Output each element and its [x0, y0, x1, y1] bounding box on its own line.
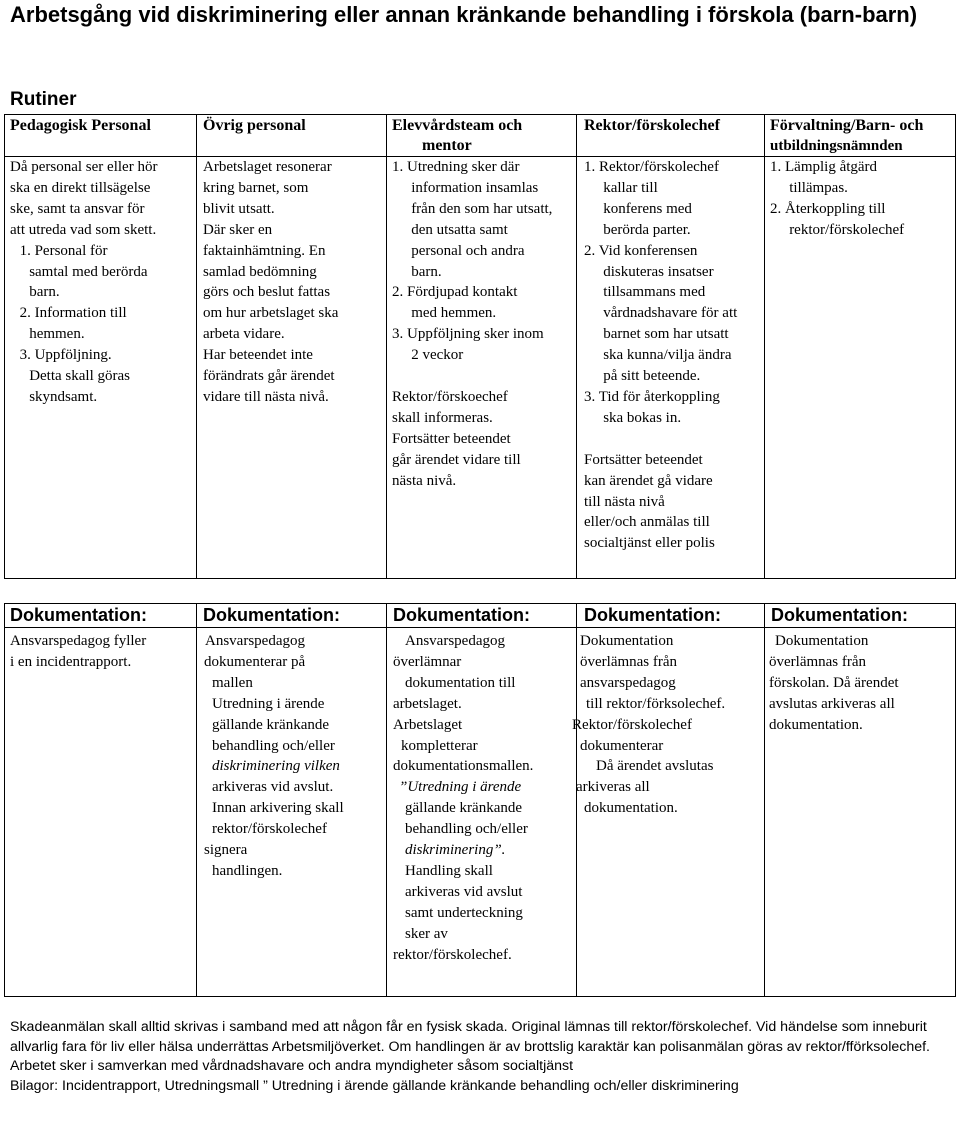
- cell-line: samtal med berörda: [29, 263, 148, 280]
- cell-line: Har beteendet inte: [203, 347, 313, 364]
- footer-paragraph: Skadeanmälan skall alltid skrivas i samband med att någon får en fysisk skada. Original lämnas till rektor/förskolechef. Vid händelse som inneburit allvarlig fara för liv eller hälsa underrättas Arbetsmiljöverket. Om handlingen är av brottslig karaktär kan polisanmälan göras av rektor/fförksolechef. Arbetet sker i samverkan med vårdnadshavare och andra myndigheter såsom socialtjänst: [10, 1019, 930, 1075]
- cell-line: dokumentation till: [405, 674, 516, 691]
- doc-cell-ovrig: [204, 631, 384, 882]
- footer-bilagor: Bilagor: Incidentrapport, Utredningsmall ” Utredning i ärende gällande kränkande behandling och/eller diskriminering: [10, 1077, 739, 1094]
- cell-line: Arbetslaget resonerar: [203, 159, 332, 175]
- cell-line: [392, 366, 574, 387]
- cell-line: på sitt beteende.: [603, 368, 701, 385]
- cell-line: avslutas arkiveras all: [769, 695, 895, 712]
- cell-line: vidare till nästa nivå.: [203, 388, 329, 405]
- cell-line: kring barnet, som: [203, 179, 309, 196]
- cell-line: att utreda vad som skett.: [10, 221, 157, 238]
- cell-line: görs och beslut fattas: [203, 284, 331, 301]
- doc-header-rektor: Dokumentation:: [584, 605, 721, 625]
- cell-line: arkiveras vid avslut.: [212, 779, 334, 796]
- doc-col-border-2: [386, 603, 387, 997]
- cell-line: 1. Rektor/förskolechef: [584, 159, 719, 175]
- cell-line: till nästa nivå: [584, 493, 665, 510]
- page-title: Arbetsgång vid diskriminering eller annan kränkande behandling i förskola (barn-barn): [10, 2, 918, 27]
- cell-line: Då ärendet avslutas: [596, 758, 714, 775]
- cell-line: Då personal ser eller hör: [10, 159, 158, 175]
- cell-line: nästa nivå.: [392, 472, 457, 489]
- doc-header-forvaltning: Dokumentation:: [771, 605, 908, 625]
- cell-line: Fortsätter beteendet: [584, 451, 703, 468]
- cell-line: signera: [204, 842, 248, 859]
- cell-line: Rektor/förskolechef: [572, 716, 692, 733]
- cell-line: Dokumentation: [580, 633, 674, 649]
- cell-line: förskolan. Då ärendet: [769, 674, 899, 691]
- cell-line: 1. Lämplig åtgärd: [770, 159, 878, 175]
- cell-line: ska en direkt tillsägelse: [10, 179, 151, 196]
- cell-line: tillämpas.: [789, 179, 848, 196]
- doc-cell-elevvard: [393, 631, 575, 966]
- cell-line: dokumenterar: [580, 737, 664, 754]
- cell-line: ansvarspedagog: [580, 674, 676, 691]
- rutiner-bottom-border: [4, 578, 956, 579]
- cell-line: Rektor/förskoechef: [392, 388, 508, 405]
- doc-col-border-3: [576, 603, 577, 997]
- cell-line: rektor/förskolechef.: [393, 946, 512, 963]
- cell-line: Ansvarspedagog fyller: [10, 633, 147, 649]
- col-header-forvaltning: Förvaltning/Barn- och utbildningsnämnden: [770, 117, 924, 154]
- cell-line: dokumentation.: [584, 800, 678, 817]
- table-top-border: [4, 114, 956, 115]
- cell-line: dokumentationsmallen.: [393, 758, 534, 775]
- cell-line: 3. Uppföljning.: [19, 347, 112, 364]
- cell-line: samt underteckning: [405, 904, 523, 921]
- doc-col-border-0: [4, 603, 5, 997]
- cell-line: 1. Personal för: [19, 242, 108, 259]
- col-border-0: [4, 114, 5, 579]
- doc-header-ovrig: Dokumentation:: [203, 605, 340, 625]
- cell-line: diskuteras insatser: [603, 263, 714, 280]
- cell-line: om hur arbetslaget ska: [203, 305, 339, 322]
- cell-line: kallar till: [603, 179, 658, 196]
- cell-line: dokumentation.: [769, 716, 863, 733]
- cell-line: 3. Tid för återkoppling: [584, 388, 720, 405]
- cell-line: socialtjänst eller polis: [584, 535, 715, 552]
- cell-line: Detta skall göras: [29, 368, 130, 385]
- cell-line: förändrats går ärendet: [203, 368, 335, 385]
- footer-notes: [10, 1018, 950, 1096]
- cell-line: barn.: [29, 284, 60, 301]
- cell-line: dokumenterar på: [204, 653, 306, 670]
- cell-line: diskriminering”.: [405, 842, 506, 859]
- cell-line: ”Utredning i ärende: [399, 779, 522, 796]
- cell-line: Utredning i ärende: [212, 695, 325, 712]
- cell-line: konferens med: [603, 200, 692, 217]
- cell-line: 3. Uppföljning sker inom: [392, 326, 544, 343]
- cell-line: den utsatta samt: [411, 221, 508, 238]
- rutiner-cell-elevvard: [392, 157, 574, 492]
- doc-header-border: [4, 627, 956, 628]
- section-title: Rutiner: [10, 89, 77, 110]
- cell-line: överlämnas från: [769, 653, 867, 670]
- cell-line: från den som har utsatt,: [411, 200, 553, 217]
- cell-line: kan ärendet gå vidare: [584, 472, 713, 489]
- cell-line: 2. Vid konferensen: [584, 242, 698, 259]
- col-border-5: [955, 114, 956, 579]
- cell-line: skall informeras.: [392, 409, 493, 426]
- doc-cell-pedagogisk: [10, 631, 194, 673]
- rutiner-cell-rektor: [584, 157, 762, 554]
- col-border-1: [196, 114, 197, 579]
- doc-col-border-5: [955, 603, 956, 997]
- cell-line: ska bokas in.: [603, 409, 682, 426]
- cell-line: 2. Fördjupad kontakt: [392, 284, 518, 301]
- rutiner-cell-ovrig: [203, 157, 383, 408]
- col-header-elevvard: Elevvårdsteam och mentor: [392, 117, 523, 154]
- cell-line: handlingen.: [212, 862, 283, 879]
- col-border-4: [764, 114, 765, 579]
- col-border-2: [386, 114, 387, 579]
- cell-line: [584, 429, 762, 450]
- col-header-pedagogisk: Pedagogisk Personal: [10, 117, 151, 134]
- cell-line: behandling och/eller: [405, 821, 528, 838]
- rutiner-cell-forvaltning: [770, 157, 954, 241]
- cell-line: Fortsätter beteendet: [392, 430, 511, 447]
- cell-line: samlad bedömning: [203, 263, 317, 280]
- cell-line: går ärendet vidare till: [392, 451, 521, 468]
- cell-line: behandling och/eller: [212, 737, 335, 754]
- cell-line: tillsammans med: [603, 284, 706, 301]
- cell-line: arbeta vidare.: [203, 326, 285, 343]
- doc-cell-rektor: [572, 631, 763, 819]
- cell-line: 2. Återkoppling till: [770, 200, 886, 217]
- cell-line: överlämnar: [393, 653, 462, 670]
- cell-line: gällande kränkande: [405, 800, 523, 817]
- doc-header-elevvard: Dokumentation:: [393, 605, 530, 625]
- cell-line: i en incidentrapport.: [10, 653, 132, 670]
- cell-line: mallen: [212, 674, 253, 691]
- cell-line: Arbetslaget: [393, 716, 463, 733]
- cell-line: vårdnadshavare för att: [603, 305, 738, 322]
- cell-line: med hemmen.: [411, 305, 497, 322]
- cell-line: Ansvarspedagog: [205, 633, 305, 649]
- cell-line: rektor/förskolechef: [789, 221, 905, 238]
- cell-line: diskriminering vilken: [212, 758, 340, 775]
- cell-line: berörda parter.: [603, 221, 691, 238]
- cell-line: rektor/förskolechef: [212, 821, 327, 838]
- cell-line: arbetslaget.: [393, 695, 462, 712]
- cell-line: arkiveras all: [576, 779, 650, 796]
- cell-line: barn.: [411, 263, 442, 280]
- cell-line: kompletterar: [401, 737, 478, 754]
- cell-line: Där sker en: [203, 221, 273, 238]
- cell-line: skyndsamt.: [29, 388, 98, 405]
- cell-line: 2. Information till: [19, 305, 127, 322]
- cell-line: blivit utsatt.: [203, 200, 275, 217]
- cell-line: Ansvarspedagog: [405, 633, 505, 649]
- cell-line: 1. Utredning sker där: [392, 159, 520, 175]
- cell-line: ske, samt ta ansvar för: [10, 200, 145, 217]
- doc-col-border-1: [196, 603, 197, 997]
- cell-line: Handling skall: [405, 862, 493, 879]
- doc-col-border-4: [764, 603, 765, 997]
- cell-line: sker av: [405, 925, 448, 942]
- doc-header-pedagogisk: Dokumentation:: [10, 605, 147, 625]
- col-header-rektor: Rektor/förskolechef: [584, 117, 720, 134]
- cell-line: information insamlas: [411, 179, 539, 196]
- rutiner-cell-pedagogisk: [10, 157, 194, 408]
- doc-cell-forvaltning: [769, 631, 953, 736]
- cell-line: 2 veckor: [411, 347, 464, 364]
- cell-line: eller/och anmälas till: [584, 514, 710, 531]
- cell-line: Innan arkivering skall: [212, 800, 344, 817]
- cell-line: till rektor/förksolechef.: [586, 695, 726, 712]
- col-header-ovrig: Övrig personal: [203, 117, 306, 134]
- cell-line: Dokumentation: [775, 633, 869, 649]
- cell-line: ska kunna/vilja ändra: [603, 347, 732, 364]
- cell-line: faktainhämtning. En: [203, 242, 326, 259]
- cell-line: gällande kränkande: [212, 716, 330, 733]
- cell-line: barnet som har utsatt: [603, 326, 729, 343]
- cell-line: personal och andra: [411, 242, 525, 259]
- cell-line: överlämnas från: [580, 653, 678, 670]
- cell-line: hemmen.: [29, 326, 85, 343]
- col-border-3: [576, 114, 577, 579]
- doc-bottom-border: [4, 996, 956, 997]
- cell-line: arkiveras vid avslut: [405, 883, 523, 900]
